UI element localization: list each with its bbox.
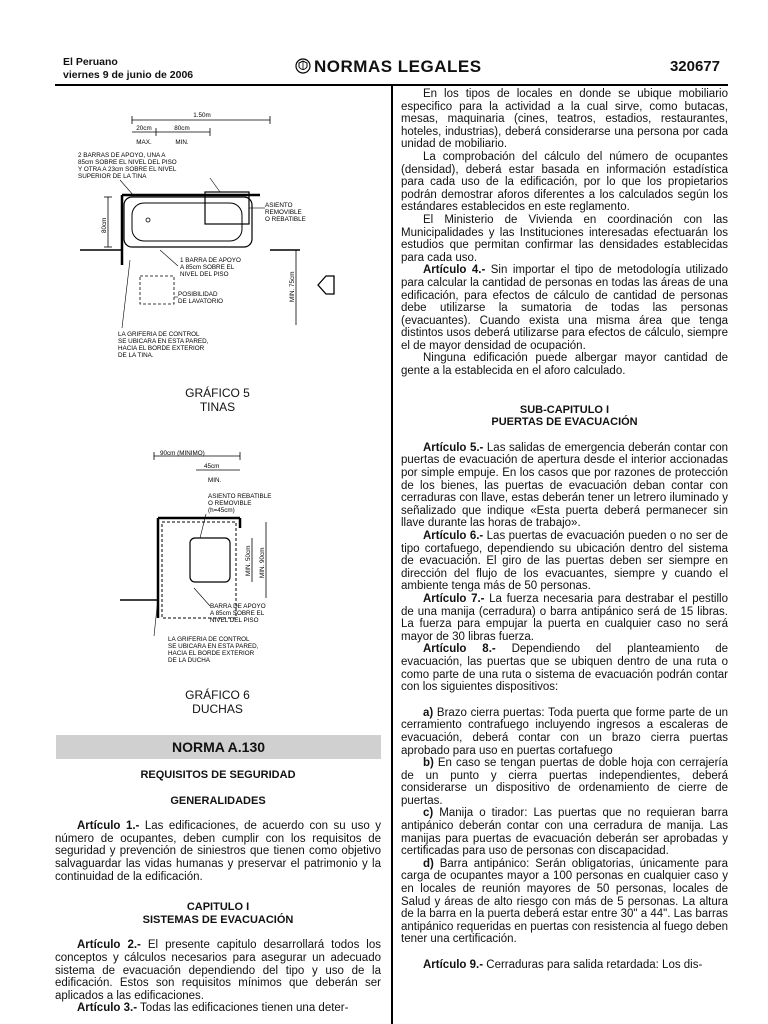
articulo-2: [55, 939, 381, 1002]
article-text: Las puertas de evacuación pueden o no ser de tipo cortafuego, dependiendo su ubicación dentro del sistema de evacuación. El giro de las puertas deben ser siempre en dirección del flujo de los evacuantes, siempre y cuando el ambiente tenga más de 50 personas.: [401, 530, 728, 593]
bar-label: A 85cm SOBRE EL: [210, 610, 265, 617]
tap-note-line: SE UBICARA EN ESTA PARED,: [168, 643, 259, 650]
articulo-3: [55, 1002, 381, 1015]
item-text: Brazo cierra puertas: Toda puerta que forme parte de un cerramiento contrafuego incluyendo ingresos a escaleras de evacuación, deberá contar con un brazo cierra puertas aprobado para uso en puertas cortafuego: [401, 706, 728, 757]
item-c: [401, 807, 728, 857]
articulo-7: [401, 593, 728, 643]
publication-date: viernes 9 de junio de 2006: [63, 69, 194, 81]
subcapitulo-heading: [401, 404, 728, 429]
article-text: Dependiendo del planteamiento de evacuación, las puertas que se ubiquen dentro de una ruta o como parte de una ruta o sistema de evacuación podrán contar con los siguientes dispositivos:: [401, 643, 728, 694]
article-text: La fuerza necesaria para destrabar el pestillo de una manija (cerradura) o barra antipánico será de 15 libras. La fuerza para empujar la puerta en cualquier caso no será mayor de 30 libras fuerza.: [401, 592, 728, 643]
bars-note-line: Y OTRA A 23cm SOBRE EL NIVEL: [78, 166, 177, 173]
article-label: Artículo 2.-: [77, 939, 141, 952]
article-label: Artículo 6.-: [423, 530, 484, 542]
tap-note-line: LA GRIFERIA DE CONTROL: [168, 636, 250, 643]
article-text: Todas las edificaciones tienen una deter-: [137, 1002, 349, 1015]
dim-max: MAX.: [136, 139, 152, 146]
page-header: [55, 52, 728, 86]
dim-min90: MIN. 90cm: [259, 547, 266, 578]
figure5-caption-subtitle: TINAS: [199, 400, 236, 414]
section-name: NORMAS LEGALES: [314, 57, 482, 76]
duchas-diagram: [100, 448, 360, 678]
figure-tinas: [60, 100, 370, 380]
tap-note-line: HACIA EL BORDE EXTERIOR: [118, 345, 205, 352]
seat-label: (h=45cm): [208, 507, 235, 514]
dim-depth: 80cm: [101, 217, 108, 233]
sink-label: DE LAVATORIO: [178, 298, 224, 305]
dim-20cm: 20cm: [136, 125, 152, 132]
article-label: Artículo 5.-: [423, 441, 484, 454]
item-a: [401, 707, 728, 757]
item-text: En caso se tengan puertas de doble hoja con cerrajería de un punto y cierra puertas independientes, deberá considerarse un dispositivo de ordenamiento de cierre de puertas.: [401, 757, 728, 807]
bar-label: A 85cm SOBRE EL: [180, 264, 235, 271]
item-d: [401, 858, 728, 946]
paragraph-densidad: La comprobación del cálculo del número de ocupantes (densidad), deberá estar basada en información estadística para cada uso de la edificación, por lo que los propietarios podrán demostrar aforos diferentes a los calculados según los estándares establecidos en este reglamento.: [401, 150, 728, 214]
bars-note-line: 85cm SOBRE EL NIVEL DEL PISO: [78, 159, 177, 166]
norma-title-bar: NORMA A.130: [56, 735, 381, 759]
left-column-text: [55, 769, 381, 1015]
articulo-5: [401, 442, 728, 530]
seat-label: REMOVIBLE: [265, 209, 302, 216]
dim-width: 1.50m: [193, 112, 211, 119]
article-text: El presente capitulo desarrollará todos los conceptos y cálculos necesarios para asegurar un adecuado sistema de evacuación dependiendo del tipo y uso de la edificación. Estos son requisitos mínimos que deberán ser aplicados a las edificaciones.: [55, 939, 382, 1002]
tap-note-line: HACIA EL BORDE EXTERIOR: [168, 650, 255, 657]
sink-label: POSIBILIDAD: [178, 291, 218, 298]
article-label: Artículo 1.-: [77, 820, 140, 833]
figure-duchas: [100, 448, 360, 678]
article-label: Artículo 9.-: [423, 959, 484, 971]
tap-note-line: DE LA DUCHA: [168, 657, 210, 664]
section-title: [295, 57, 482, 77]
bar-label: NIVEL DEL PISO: [210, 617, 259, 624]
item-label: b): [423, 757, 434, 770]
publication-info: [63, 56, 193, 82]
article-text: Las edificaciones, de acuerdo con su uso y número de ocupantes, deben cumplir con los requisitos de seguridad y prevención de siniestros que tienen como objetivo salvaguardar las vidas humanas y preservar el patrimonio y la continuidad de la edificación.: [55, 820, 381, 883]
seat-label: ASIENTO REBATIBLE: [208, 493, 272, 500]
right-column-text: [401, 88, 728, 972]
articulo-1: [55, 820, 381, 883]
figure5-caption-title: GRÁFICO 5: [185, 386, 250, 400]
dim-min: MIN.: [175, 139, 189, 146]
article-label: Artículo 3.-: [77, 1002, 138, 1015]
dim-45cm: 45cm: [204, 463, 220, 470]
capitulo-heading: [55, 901, 381, 926]
figure6-caption-subtitle: DUCHAS: [192, 702, 243, 716]
tinas-diagram: [60, 100, 370, 380]
item-text: Barra antipánico: Serán obligatorias, únicamente para carga de ocupantes mayor a 100 personas en cualquier caso y en locales de reunión mayores de 50 personas, locales de Salud y áreas de alto riesgo con más de 5 personas. La altura de la barra en la puerta deberá estar entre 30" a 44". Las barras antipánico requeridas en puertas con resistencia al fuego deben tener una certificación.: [401, 857, 728, 946]
coat-of-arms-icon: [295, 58, 311, 74]
seat-label: ASIENTO: [265, 202, 293, 209]
tap-note-line: DE LA TINA.: [118, 352, 154, 359]
item-label: c): [423, 807, 434, 820]
column-divider: [391, 86, 393, 1024]
requisitos-heading: REQUISITOS DE SEGURIDAD: [140, 769, 296, 781]
dim-clearance: MIN. 75cm: [289, 271, 296, 302]
articulo-9: [401, 959, 728, 972]
dim-80cm: 80cm: [174, 125, 190, 132]
bar-label: NIVEL DEL PISO: [180, 271, 229, 278]
bar-label: BARRA DE APOYO: [210, 603, 266, 610]
subchapter-number: SUB-CAPITULO I: [519, 403, 610, 416]
seat-label: O REMOVIBLE: [208, 500, 252, 507]
article-label: Artículo 8.-: [423, 643, 496, 656]
tap-note-line: SE UBICARA EN ESTA PARED,: [118, 338, 209, 345]
bars-note-line: SUPERIOR DE LA TINA: [78, 173, 147, 180]
chapter-title: SISTEMAS DE EVACUACIÓN: [142, 913, 294, 926]
item-text: Manija o tirador: Las puertas que no requieran barra antipánico deberán contar con una cerradura de manija. Las manijas para puertas de evacuación deberán ser aprobadas y certificadas para uso de personas con discapacidad.: [401, 807, 728, 858]
generalidades-heading: GENERALIDADES: [170, 794, 266, 807]
article-label: Artículo 4.-: [423, 264, 486, 277]
article-label: Artículo 7.-: [423, 592, 485, 605]
article-text: Sin importar el tipo de metodología utilizado para calcular la cantidad de personas en todas las áreas de una edificación, para efectos de cálculo de cantidad de personas debe utilizarse la sumatoria de todas las personas (evacuantes). Cuando exista una misma área que tenga distintos usos deberá utilizarse para efectos de cálculo, siempre el de mayor densidad de ocupación.: [401, 264, 728, 352]
subchapter-title: PUERTAS DE EVACUACIÓN: [491, 416, 638, 429]
paragraph-aforo: Ninguna edificación puede albergar mayor cantidad de gente a la establecida en el aforo calculado.: [401, 352, 728, 378]
bars-note-line: 2 BARRAS DE APOYO, UNA A: [78, 152, 166, 159]
paragraph-ministerio: El Ministerio de Vivienda en coordinación con las Municipalidades y las Instituciones interesadas efectuarán los estudios que permitan confirmar las densidades establecidas para cada uso.: [401, 213, 728, 264]
figure6-caption-title: GRÁFICO 6: [185, 688, 250, 702]
item-label: d): [423, 857, 434, 870]
figure6-caption: [130, 688, 305, 716]
articulo-8: [401, 643, 728, 693]
dim-width: 90cm (MINIMO): [160, 450, 205, 457]
article-text: Cerraduras para salida retardada: Los dis-: [483, 959, 703, 971]
page-number: 320677: [669, 58, 720, 75]
paragraph-mobiliario: En los tipos de locales en donde se ubique mobiliario especifico para la actividad a la cual sirve, como butacas, mesas, maquinaria (cines, teatros, estadios, restaurantes, hoteles, industrias), deberá considerarse una persona por cada unidad de mobiliario.: [401, 88, 728, 151]
chapter-number: CAPITULO I: [186, 901, 250, 914]
item-b: [401, 757, 728, 807]
publication-name: El Peruano: [63, 56, 118, 68]
bar-label: 1 BARRA DE APOYO: [180, 257, 241, 264]
articulo-4: [401, 264, 728, 352]
articulo-6: [401, 530, 728, 593]
seat-label: O REBATIBLE: [265, 216, 306, 223]
tap-note-line: LA GRIFERIA DE CONTROL: [118, 331, 200, 338]
item-label: a): [423, 706, 434, 719]
figure5-caption: [130, 386, 305, 414]
dim-min50: MIN. 50cm: [245, 545, 252, 576]
article-text: Las salidas de emergencia deberán contar con puertas de evacuación de apertura desde el interior accionadas por simple empuje. En los casos que por razones de protección de los bienes, las puertas de evacuación deban contar con cerraduras con llave, estas deberán tener un letrero iluminado y señalizado que indique «Esta puerta deberá permanecer sin llave durante las horas de trabajo».: [401, 441, 728, 530]
dim-min: MIN.: [208, 477, 222, 484]
